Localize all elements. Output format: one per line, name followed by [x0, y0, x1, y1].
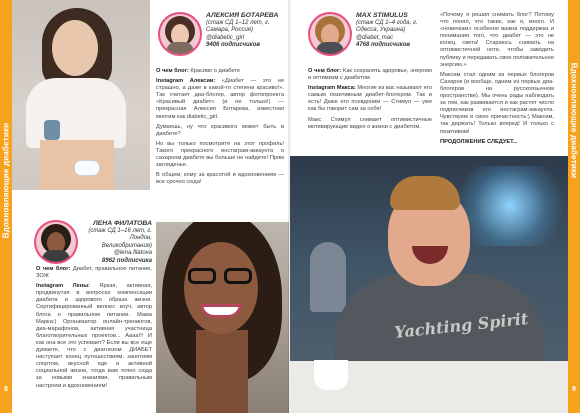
profile-handle[interactable]: @lena.filatova [113, 250, 152, 257]
profile-subscribers: 8962 подписчика [101, 257, 152, 264]
photo-max: Yachting Spirit [290, 156, 568, 413]
about-label: О чем блог: [156, 68, 189, 74]
band-label: Вдохновляющие диабетики [1, 122, 11, 238]
paragraph: Но вы только посмотрите на этот профиль! Такого прекрасного инстаграм-аккаунта о сахарном диабете вы больше не найдете! Прям загляденье. [156, 140, 284, 169]
page-number: 9 [572, 386, 576, 393]
profile-handle[interactable]: @diabetic_girl [206, 34, 245, 41]
continue-label: ПРОДОЛЖЕНИЕ СЛЕДУЕТ... [440, 138, 518, 145]
right-page [290, 0, 580, 413]
interview-label: Instagram Макса: [308, 85, 356, 92]
profile-lena [82, 220, 152, 265]
profile-name: MAX STIMULUS [356, 12, 408, 19]
avatar-max [310, 14, 350, 54]
interview-text: Многие из вас называют его самым позитивным диабет-блогером. Так и есть! Даже его псевдоним — Стимул — уже как бы говорит сам за себя! [308, 85, 432, 113]
lena-text [36, 266, 152, 393]
photo-lena [156, 222, 289, 413]
profile-subscribers: 9406 подписчиков [206, 42, 260, 49]
interview-label: Instagram Алексии: [156, 78, 216, 85]
alexia-text [156, 68, 284, 189]
max-text [308, 68, 432, 134]
about-text: Красиво о диабете [188, 68, 241, 74]
paragraph: Макс Стимул снимает оптимистичные мотивирующие видео о жизни с диабетом. [308, 116, 432, 130]
page-number: 8 [4, 386, 8, 393]
profile-info: (стаж СД 1–16 лет, г. Лондон, Великобритания) [88, 228, 152, 249]
interview-text: Яркая, активная, продвинутая в вопросах компенсации диабета и здорового образа жизни. Сертифицированный велнес коуч, автор блога о правильном питании. Мама Марка:) Организатор онлайн-тренингов, диа-марафонов, активная участница благотворительных проектов... Аааа!!! И как она все это успевает? Если вы все еще думаете, что с диагнозом ДИАБЕТ наступает конец путешествиям, занятиям спортом, вкусной еде и активной социальной жизни, тогда вам точно сюда за новыми знаниями, правильным настроем и вдохновением! [36, 283, 152, 389]
photo-alexia [0, 0, 150, 190]
paragraph: Думаешь, ну что красивого может быть в диабете? [156, 123, 284, 137]
avatar-lena [36, 222, 76, 262]
band-label: Вдохновляющие диабетики [569, 62, 579, 178]
max-quote-column [440, 12, 554, 149]
avatar-alexia [160, 14, 200, 54]
profile-subscribers: 4768 подписчиков [356, 42, 410, 49]
profile-alexia [206, 12, 286, 50]
about-text: Как сохранять здоровье, энергию и оптимизм с диабетом [308, 68, 433, 82]
side-band-right [568, 0, 580, 413]
about-label: О чем блог: [308, 68, 342, 74]
profile-name: ЛЕНА ФИЛАТОВА [93, 220, 152, 227]
profile-handle[interactable]: @diabet_mac [356, 34, 394, 41]
about-label: О чем блог: [36, 266, 71, 272]
profile-info: (стаж СД 1–4 года, г. Одесса, Украина) [356, 20, 418, 34]
about-text: Диабет, правильное питание, ЗОЖ [36, 266, 152, 280]
paragraph: В общем, кому за красотой и вдохновением — все срочно сюда! [156, 172, 284, 186]
interview-label: Instagram Лены: [36, 283, 90, 290]
profile-name: АЛЕКСИЯ БОТАРЕВА [206, 12, 279, 19]
profile-max [356, 12, 432, 50]
interview-text: «Диабет — это не страшно, а даже в какой-то степени красиво!». Так считает диа-блогер, автор фотопроекта «Красивый диабет» (и не только!) — прекрасная Алексия Ботарева, известная многим как diabetic_girl. [156, 78, 284, 120]
paragraph: Максим стал одним из первых блогеров Сахарок (и вообще, одним из первых диа-блогеров на русскоязычном пространстве). Мы очень рады наблюдать за тем, как развивается и как растет число подписчиков его инстаграм-аккаунта. Чувствуем и свою причастность:) Максим, так держать! Только вперед! И только с позитивом! [440, 71, 554, 135]
side-band-left [0, 0, 12, 413]
quote-paragraph: «Почему я решил снимать блог? Потому что понял, что таких, как я, много. И «новичкам» особенно важна поддержка и понимания того, что диабет — это не конец света! Стараюсь снимать на оптимистичной ноте, чтобы заводить публику и передавать свое положительное энергию.» [440, 12, 554, 68]
profile-info: (стаж СД 1–12 лет, г. Самара, Россия) [206, 20, 270, 34]
